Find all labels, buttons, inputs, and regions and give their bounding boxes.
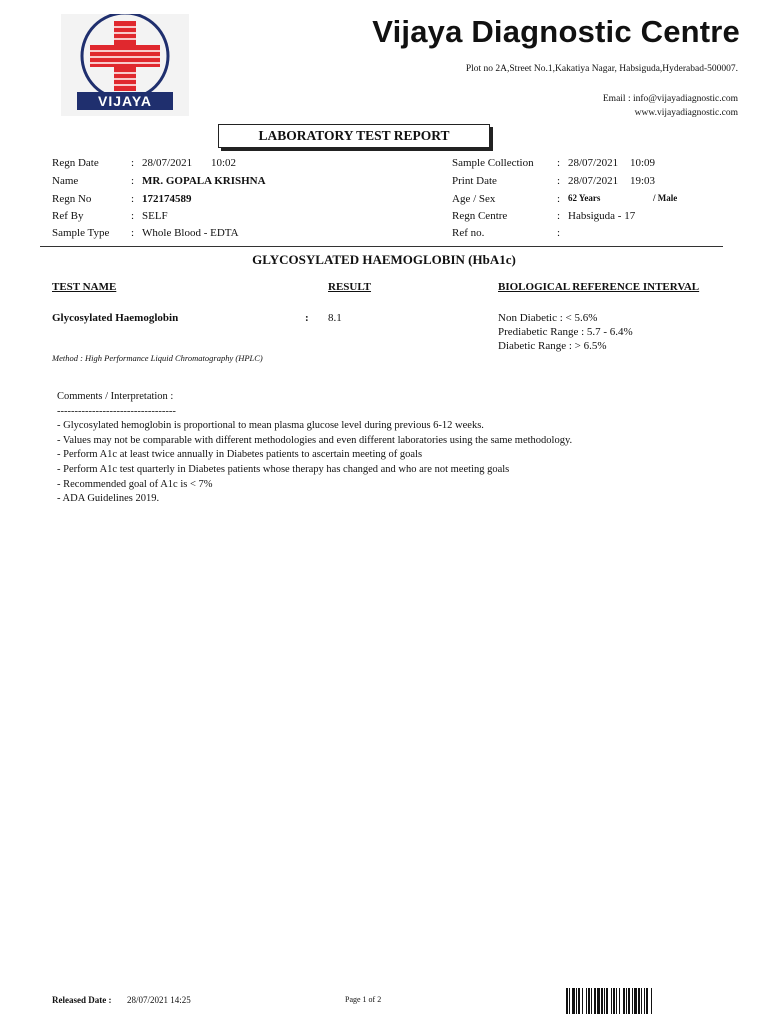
print-date-label: Print Date [452, 175, 497, 187]
sample-collection-time: 10:09 [630, 157, 656, 169]
colon: : [557, 193, 561, 205]
centre-address: Plot no 2A,Street No.1,Kakatiya Nagar, Habsiguda,Hyderabad-500007. [465, 64, 738, 74]
colon: : [131, 175, 135, 187]
test-result: 8.1 [328, 312, 342, 324]
colon: : [131, 193, 135, 205]
header-result: RESULT [328, 281, 372, 293]
logo-text: VIJAYA [97, 93, 152, 109]
name-label: Name [52, 175, 79, 187]
regn-centre-value: Habsiguda - 17 [568, 210, 636, 222]
reference-diabetic: Diabetic Range : > 6.5% [498, 340, 607, 352]
comment-line: - Values may not be comparable with different methodologies and even different laboratories using the same methodology. [57, 434, 573, 446]
colon: : [131, 157, 135, 169]
regn-no-value: 172174589 [142, 193, 192, 205]
colon: : [557, 227, 561, 239]
barcode-icon [566, 988, 722, 1014]
comment-line: - Glycosylated hemoglobin is proportional to mean plasma glucose level during previous 6-12 weeks. [57, 420, 484, 432]
method-note: Method : High Performance Liquid Chromatography (HPLC) [52, 353, 263, 363]
age-sex-label: Age / Sex [452, 193, 496, 205]
centre-name: Vijaya Diagnostic Centre [372, 14, 740, 49]
age-value: 62 Years [568, 193, 601, 203]
colon: : [305, 312, 309, 324]
sample-collection-label: Sample Collection [452, 157, 534, 169]
sample-collection-date: 28/07/2021 [568, 157, 619, 169]
regn-no-label: Regn No [52, 193, 92, 205]
print-date-value: 28/07/2021 [568, 175, 619, 187]
ref-by-value: SELF [142, 210, 168, 222]
centre-website: www.vijayadiagnostic.com [634, 108, 738, 118]
released-date-label: Released Date : [52, 995, 112, 1005]
page-number: Page 1 of 2 [345, 995, 382, 1004]
reference-prediabetic: Prediabetic Range : 5.7 - 6.4% [498, 326, 633, 338]
comments-block [57, 390, 572, 507]
comment-line: - Perform A1c test quarterly in Diabetes patients whose therapy has changed and who are not meeting goals [57, 463, 510, 475]
print-time-value: 19:03 [630, 175, 656, 187]
comment-line: - Perform A1c at least twice annually in Diabetes patients to ascertain meeting of goals [57, 449, 423, 461]
reference-non-diabetic: Non Diabetic : < 5.6% [498, 312, 598, 324]
divider-line [40, 246, 723, 247]
vijaya-logo [61, 14, 189, 116]
released-date-value: 28/07/2021 14:25 [127, 995, 191, 1005]
test-name: Glycosylated Haemoglobin [52, 312, 179, 324]
colon: : [131, 227, 135, 239]
report-title: LABORATORY TEST REPORT [218, 124, 490, 148]
regn-date-label: Regn Date [52, 157, 99, 169]
comment-line: - ADA Guidelines 2019. [57, 493, 160, 505]
comment-line: - Recommended goal of A1c is < 7% [57, 478, 213, 490]
regn-centre-label: Regn Centre [452, 210, 508, 222]
header-reference-interval: BIOLOGICAL REFERENCE INTERVAL [498, 281, 700, 293]
header-test-name: TEST NAME [52, 281, 117, 293]
colon: : [557, 175, 561, 187]
ref-no-label: Ref no. [452, 227, 485, 239]
comments-divider: ---------------------------------- [57, 405, 176, 417]
patient-name-value: MR. GOPALA KRISHNA [142, 175, 266, 187]
section-title: GLYCOSYLATED HAEMOGLOBIN (HbA1c) [252, 252, 516, 267]
colon: : [131, 210, 135, 222]
regn-time-value: 10:02 [211, 157, 237, 169]
colon: : [557, 210, 561, 222]
sex-value: / Male [653, 193, 678, 203]
regn-date-value: 28/07/2021 [142, 157, 193, 169]
colon: : [557, 157, 561, 169]
centre-email: Email : info@vijayadiagnostic.com [602, 94, 738, 104]
sample-type-value: Whole Blood - EDTA [142, 227, 239, 239]
ref-by-label: Ref By [52, 210, 84, 222]
comments-title: Comments / Interpretation : [57, 391, 174, 402]
sample-type-label: Sample Type [52, 227, 110, 239]
